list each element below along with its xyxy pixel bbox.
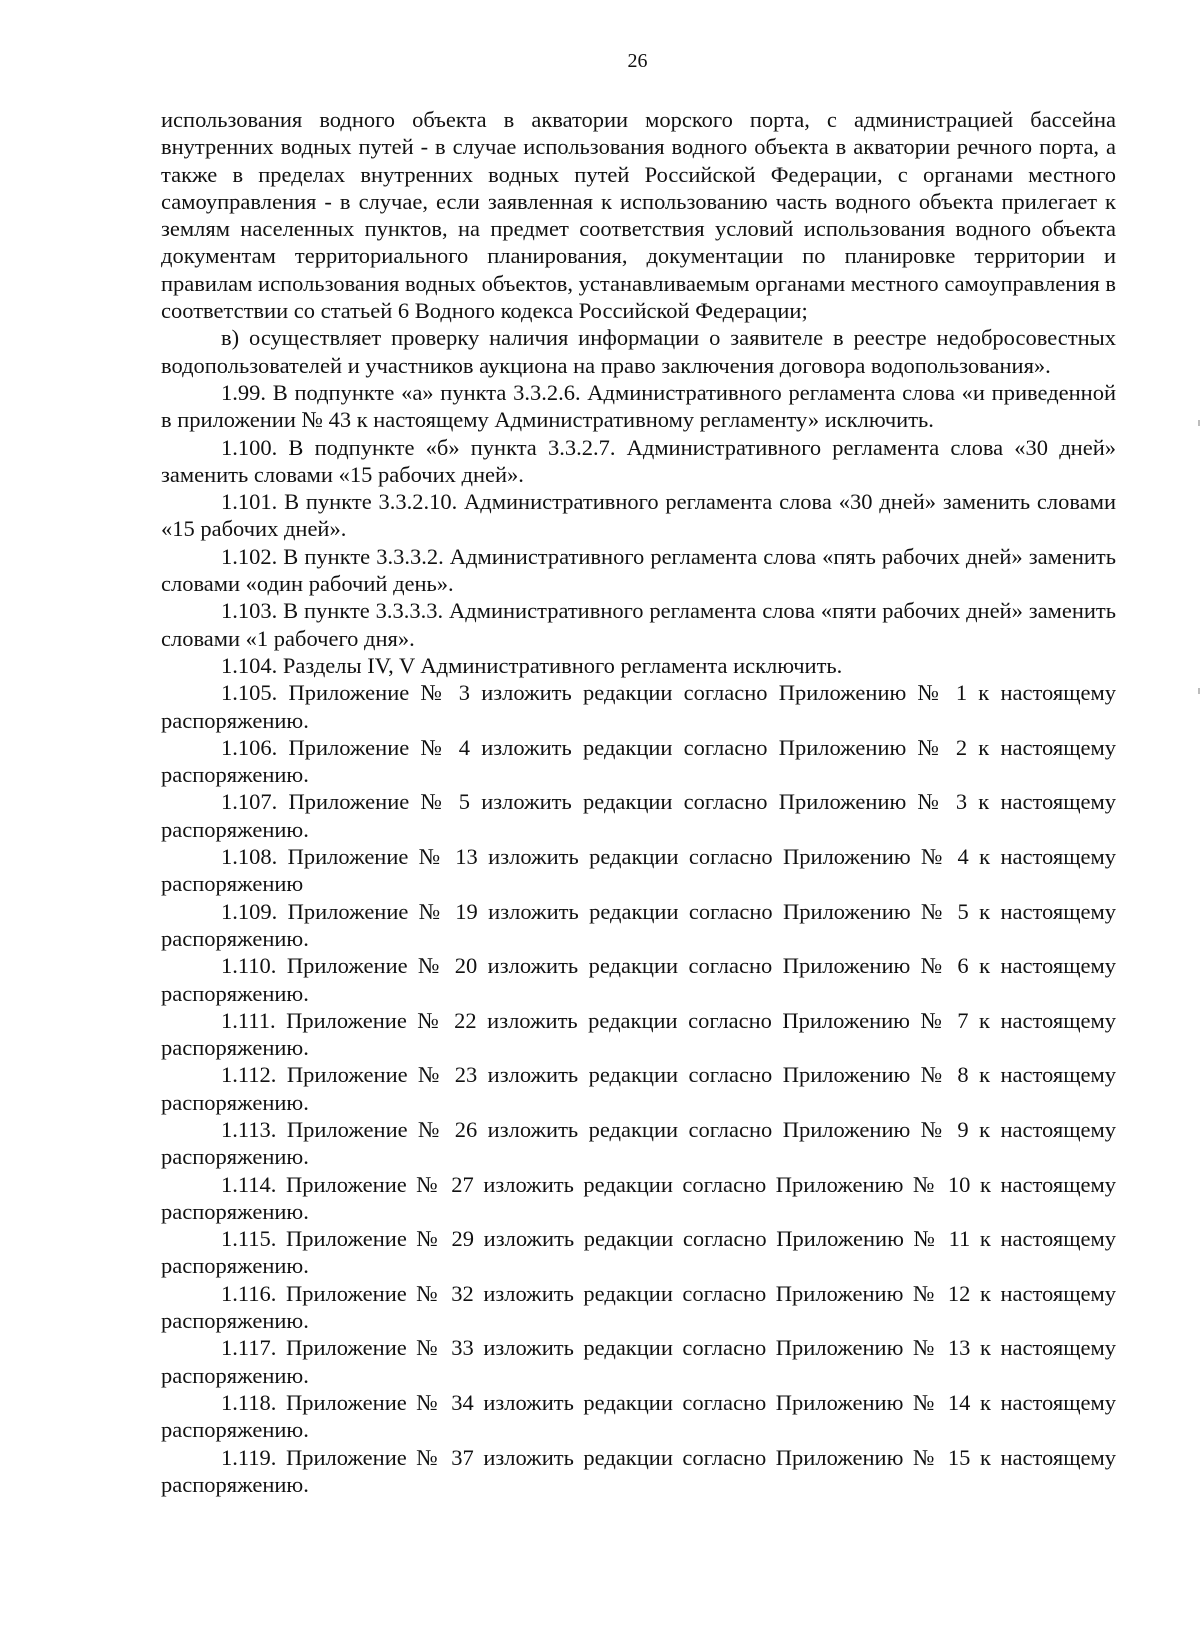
paragraph-1-118: 1.118. Приложение № 34 изложить редакции согласно Приложению № 14 к настоящему распоряжению. [161, 1389, 1116, 1443]
paragraph-continuation: использования водного объекта в акватории морского порта, с администрацией бассейна внутренних водных путей - в случае использования водного объекта в акватории речного порта, а также в пределах внутренних водных путей Российской Федерации, с органами местного самоуправления - в случае, если заявленная к использованию часть водного объекта прилегает к землям населенных пунктов, на предмет соответствия условий использования водного объекта документам территориального планирования, документации по планировке территории и правилам использования водных объектов, устанавливаемым органами местного самоуправления в соответствии со статьей 6 Водного кодекса Российской Федерации; [161, 107, 1116, 324]
paragraph-1-119: 1.119. Приложение № 37 изложить редакции согласно Приложению № 15 к настоящему распоряжению. [161, 1444, 1116, 1497]
paragraph-1-115: 1.115. Приложение № 29 изложить редакции согласно Приложению № 11 к настоящему распоряжению. [161, 1226, 1116, 1279]
paragraph-1-113: 1.113. Приложение № 26 изложить редакции согласно Приложению № 9 к настоящему распоряжению. [161, 1116, 1116, 1170]
paragraph-item-v: в) осуществляет проверку наличия информации о заявителе в реестре недобросовестных водопользователей и участников аукциона на право заключения договора водопользования». [161, 325, 1116, 378]
paragraph-1-106: 1.106. Приложение № 4 изложить редакции согласно Приложению № 2 к настоящему распоряжению. [161, 734, 1116, 788]
paragraph-1-107: 1.107. Приложение № 5 изложить редакции согласно Приложению № 3 к настоящему распоряжению. [161, 789, 1116, 842]
document-body [161, 106, 1116, 1498]
paragraph-1-112: 1.112. Приложение № 23 изложить редакции согласно Приложению № 8 к настоящему распоряжению. [161, 1062, 1116, 1115]
paragraph-1-114: 1.114. Приложение № 27 изложить редакции согласно Приложению № 10 к настоящему распоряжению. [161, 1171, 1116, 1224]
paragraph-1-101: 1.101. В пункте 3.3.2.10. Административного регламента слова «30 дней» заменить словами «15 рабочих дней». [161, 489, 1116, 542]
paragraph-1-100: 1.100. В подпункте «б» пункта 3.3.2.7. Административного регламента слова «30 дней» заменить словами «15 рабочих дней». [161, 434, 1116, 487]
paragraph-1-117: 1.117. Приложение № 33 изложить редакции согласно Приложению № 13 к настоящему распоряжению. [161, 1335, 1116, 1388]
page-number: 26 [627, 50, 648, 72]
paragraph-1-108: 1.108. Приложение № 13 изложить редакции согласно Приложению № 4 к настоящему распоряжению [161, 844, 1116, 897]
paragraph-1-104: 1.104. Разделы IV, V Административного регламента исключить. [221, 652, 843, 678]
paragraph-1-105: 1.105. Приложение № 3 изложить редакции согласно Приложению № 1 к настоящему распоряжению. [161, 680, 1116, 733]
paragraph-1-116: 1.116. Приложение № 32 изложить редакции согласно Приложению № 12 к настоящему распоряжению. [161, 1280, 1116, 1334]
paragraph-1-111: 1.111. Приложение № 22 изложить редакции согласно Приложению № 7 к настоящему распоряжению. [161, 1007, 1116, 1061]
paragraph-1-99: 1.99. В подпункте «а» пункта 3.3.2.6. Административного регламента слова «и приведенной в приложении № 43 к настоящему Административному регламенту» исключить. [161, 379, 1116, 433]
paragraph-1-109: 1.109. Приложение № 19 изложить редакции согласно Приложению № 5 к настоящему распоряжению. [161, 898, 1116, 951]
paragraph-1-102: 1.102. В пункте 3.3.3.2. Административного регламента слова «пять рабочих дней» заменить словами «один рабочий день». [161, 543, 1116, 597]
paragraph-1-103: 1.103. В пункте 3.3.3.3. Административного регламента слова «пяти рабочих дней» заменить словами «1 рабочего дня». [161, 598, 1116, 651]
paragraph-1-110: 1.110. Приложение № 20 изложить редакции согласно Приложению № 6 к настоящему распоряжению. [161, 953, 1116, 1006]
